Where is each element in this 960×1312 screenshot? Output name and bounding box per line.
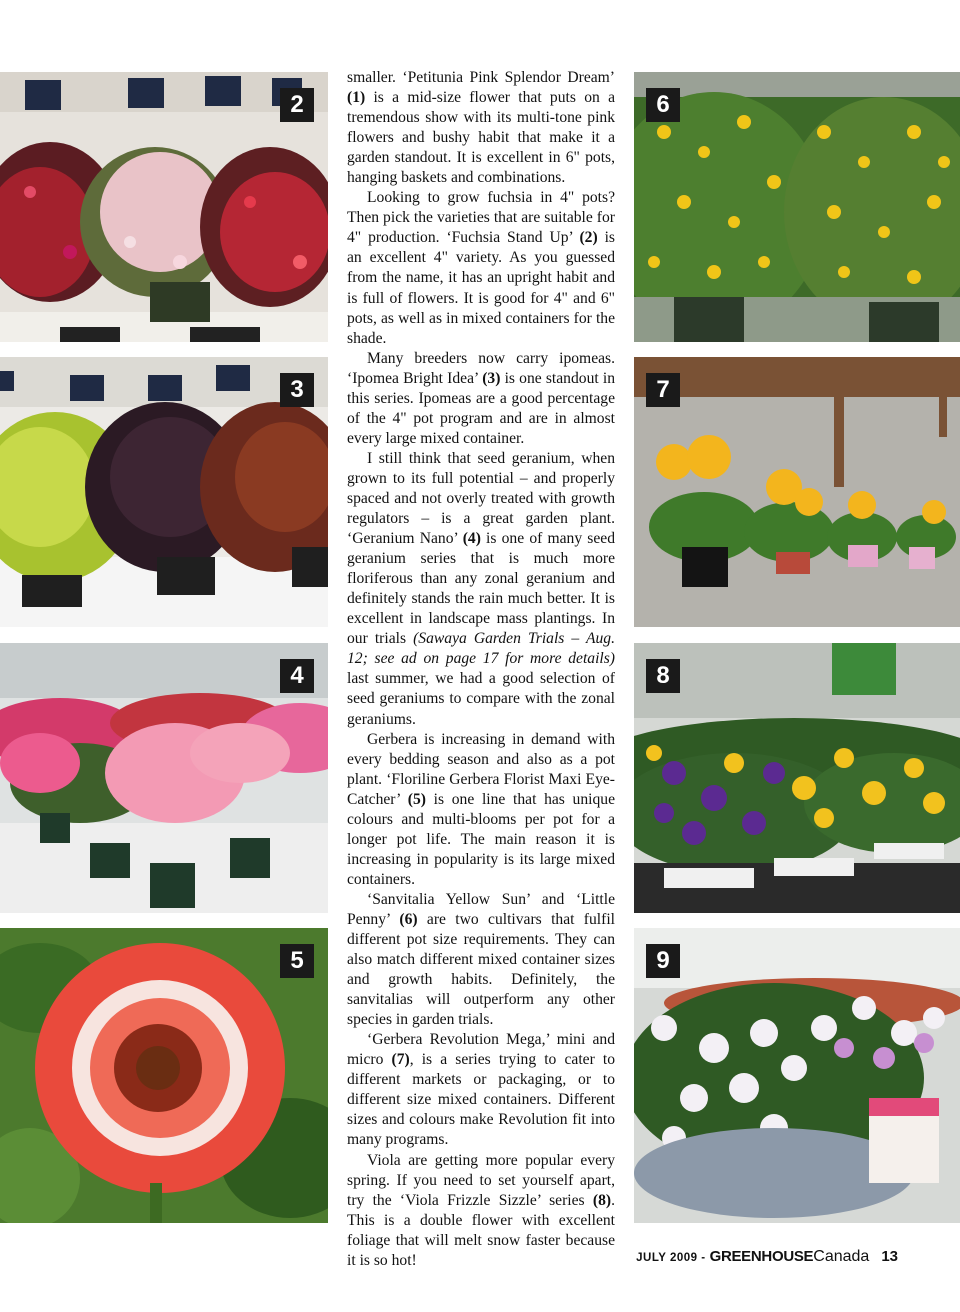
article-paragraph: ‘Sanvitalia Yellow Sun’ and ‘Little Penny’ (6) are two cultivars that fulfil different pot size requirements. They can also match different mixed container sizes and growth habits. Definitely, the sanvitalias will outperform any other species in garden trials. xyxy=(347,890,615,1029)
photo-number-badge: 6 xyxy=(646,88,680,122)
photo-number-badge: 7 xyxy=(646,373,680,407)
photo-number-badge: 8 xyxy=(646,659,680,693)
article-paragraph: Viola are getting more popular every spring. If you need to set yourself apart, try the ‘Viola Frizzle Sizzle’ series (8). This is a double flower with excellent foliage that will melt snow faster because it is so hot! xyxy=(347,1151,615,1269)
article-paragraph: ‘Gerbera Revolution Mega,’ mini and micro (7), is a series trying to cater to different markets or packaging, or to different size mixed containers. Different sizes and colours make Revolution fit into many programs. xyxy=(347,1031,616,1149)
photo-number-badge: 3 xyxy=(280,373,314,407)
photo-viola-frizzle-sizzle xyxy=(634,643,960,913)
photo-gerbera-revolution xyxy=(634,357,960,627)
photo-ipomoea-bright-ideas xyxy=(0,357,328,627)
photo-sanvitalia xyxy=(634,72,960,342)
photo-number-badge: 2 xyxy=(280,88,314,122)
page-number: 13 xyxy=(881,1248,898,1265)
article-paragraph: I still think that seed geranium, when grown to its full potential – and properly spaced and not overly treated with growth regulators – is a great garden plant. ‘Geranium Nano’ (4) is one of many seed geranium series that is much more floriferous than any zonal geranium and definitely stands the rain much better. It is excellent in landscape mass plantings. In our trials (Sawaya Garden Trials – Aug. 12; see ad on page 17 for more details) last summer, we had a good selection of seed geraniums to compare with the zonal geraniums. xyxy=(347,449,616,728)
issue-date: JULY 2009 - xyxy=(636,1252,706,1264)
article-paragraph: Many breeders now carry ipomeas. ‘Ipomea Bright Idea’ (3) is one standout in this series. Ipomeas are a good percentage of the 4" pot program and are in almost every large mixed container. xyxy=(347,349,616,447)
article-paragraph: smaller. ‘Petitunia Pink Splendor Dream’ (1) is a mid-size flower that puts on a tremendous show with its multi-tone pink flowers and bushy habit that make it a garden standout. It is excellent in 6" pots, hanging baskets and combinations. xyxy=(347,69,615,187)
photo-fuchsia-stand-up xyxy=(0,72,328,342)
photo-number-badge: 9 xyxy=(646,944,680,978)
photo-number-badge: 4 xyxy=(280,659,314,693)
article-paragraph: Looking to grow fuchsia in 4" pots? Then pick the varieties that are suitable for 4" production. ‘Fuchsia Stand Up’ (2) is an excellent 4" variety. As you guessed from the name, it has an upright habit and is full of flowers. It is good for 4" and 6" pots, as well as in mixed containers for the shade. xyxy=(347,189,615,347)
photo-gerbera-eye-catcher xyxy=(0,928,328,1223)
photo-geranium-nano xyxy=(0,643,328,913)
article-paragraph: Gerbera is increasing in demand with every bedding season and also as a pot plant. ‘Floriline Gerbera Florist Maxi Eye-Catcher’ (5) is one line that has unique colours and multi-blooms per pot for a longer pot life. The main reason it is increasing in popularity is its large mixed containers. xyxy=(347,730,615,888)
page-footer xyxy=(636,1248,898,1266)
photo-osteospermum xyxy=(634,928,960,1223)
article-text-column xyxy=(347,68,615,1271)
publication-name: GREENHOUSECanada xyxy=(709,1248,870,1265)
photo-number-badge: 5 xyxy=(280,944,314,978)
